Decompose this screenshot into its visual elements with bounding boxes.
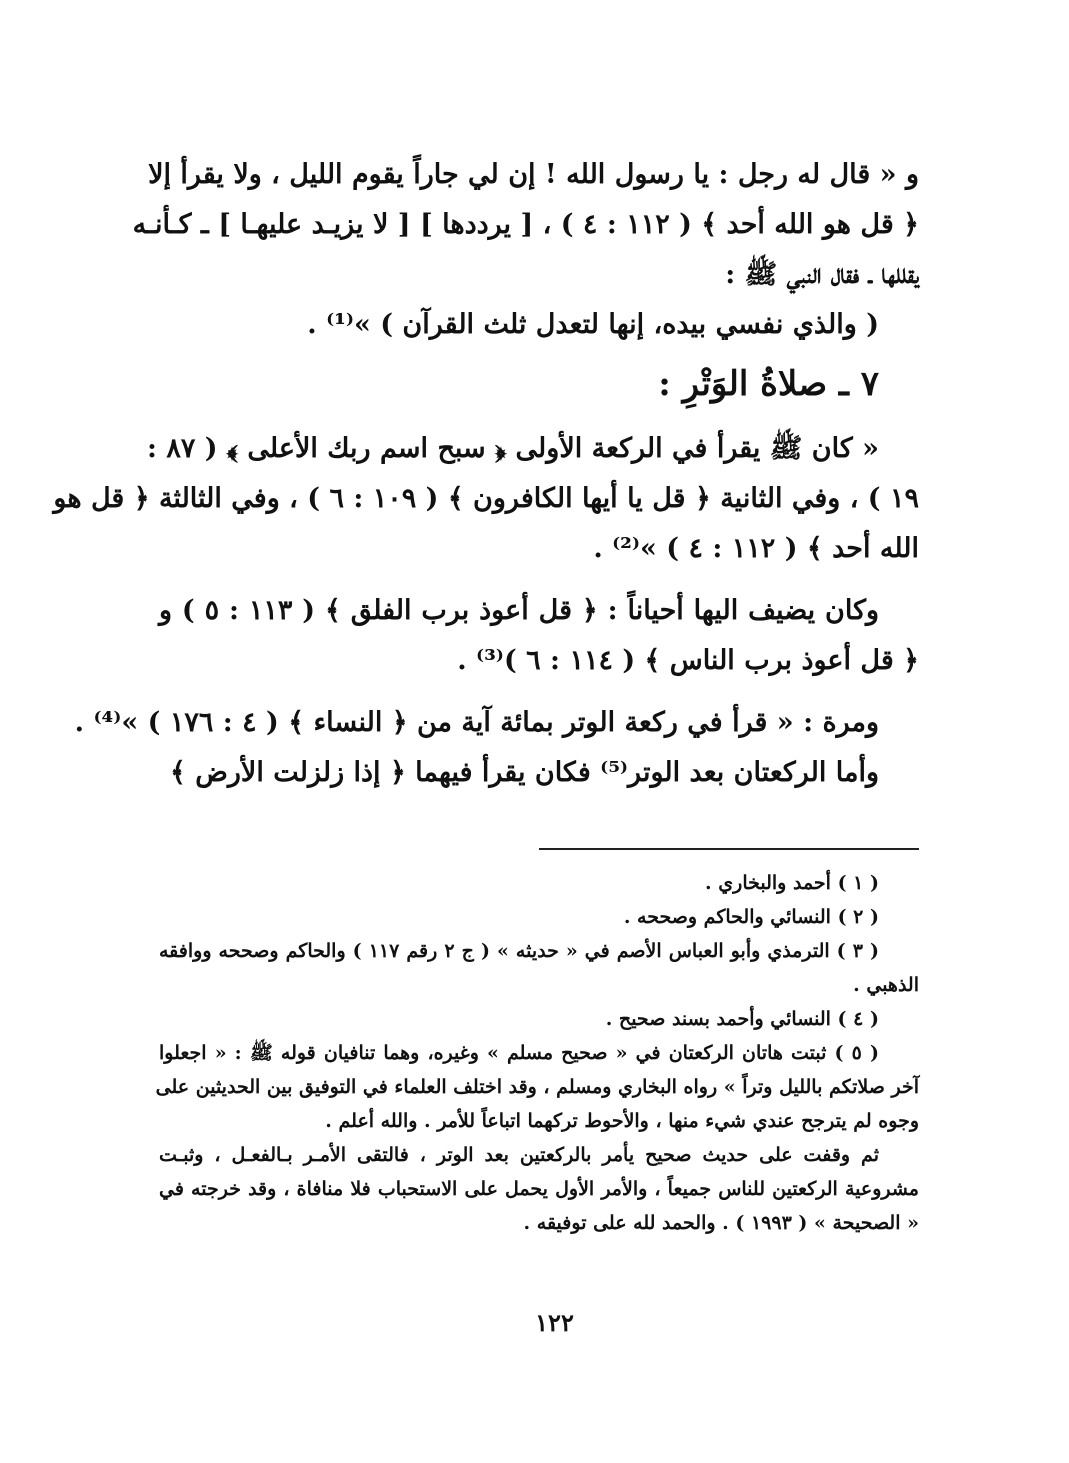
- footnote-5-addendum-cont: مشروعية الركعتين للناس جميعاً ، والأمر الأول يحمل على الاستحباب فلا منافاة ، وقد خرجته في: [159, 1178, 919, 1200]
- text-line: ١٩ ) ، وفي الثانية ﴿ قل يا أيها الكافرون ﴾ ( ١٠٩ : ٦ ) ، وفي الثالثة ﴿ قل هو: [53, 483, 919, 514]
- text-line: « كان ﷺ يقرأ في الركعة الأولى ﴿ سبح اسم ربك الأعلى ﴾ ( ٨٧ :: [146, 433, 879, 464]
- text-line: يقللها ـ فقال النبي ﷺ :: [725, 259, 919, 290]
- text-line: ( والذي نفسي بيده، إنها لتعدل ثلث القرآن ) »⁽¹⁾ .: [307, 309, 879, 340]
- footnote-5-addendum: ثم وقفت على حديث صحيح يأمر بالركعتين بعد الوتر ، فالتقى الأمـر بـالفعـل ، وثبـت: [159, 1144, 879, 1166]
- footnote-5-cont: وجوه لم يترجح عندي شيء منها ، والأحوط تركهما اتباعاً للأمر . والله أعلم .: [325, 1110, 919, 1132]
- text-line: الله أحد ﴾ ( ١١٢ : ٤ ) »⁽²⁾ .: [593, 533, 919, 564]
- paragraph-2: [53, 424, 919, 574]
- footnote-4: ( ٤ ) النسائي وأحمد بسند صحيح .: [605, 1008, 879, 1030]
- footnote-divider: [539, 848, 919, 850]
- footnote-2: ( ٢ ) النسائي والحاكم وصححه .: [623, 906, 879, 928]
- footnote-3: ( ٣ ) الترمذي وأبو العباس الأصم في « حديثه » ( ج ٢ رقم ١١٧ ) والحاكم وصححه ووافقه: [159, 940, 879, 962]
- footnote-1: ( ١ ) أحمد والبخاري .: [705, 872, 879, 894]
- text-line: و « قال له رجل : يا رسول الله ! إن لي جاراً يقوم الليل ، ولا يقرأ إلا: [148, 159, 919, 190]
- footnotes: [155, 866, 919, 1240]
- paragraph-4: ومرة : « قرأ في ركعة الوتر بمائة آية من ﴿ النساء ﴾ ( ٤ : ١٧٦ ) »⁽⁴⁾ .: [74, 707, 879, 738]
- paragraph-1: [132, 150, 919, 350]
- footnote-5-cont: آخر صلاتكم بالليل وتراً » رواه البخاري ومسلم ، وقد اختلف العلماء في التوفيق بين الحديثين على: [155, 1076, 919, 1098]
- section-heading: ٧ ـ صلاةُ الوَتْرِ :: [658, 364, 879, 404]
- paragraph-3: [159, 586, 919, 686]
- footnote-5-addendum-cont: « الصحيحة » ( ١٩٩٣ ) . والحمد لله على توفيقه .: [523, 1212, 919, 1234]
- paragraph-5: وأما الركعتان بعد الوتر⁽⁵⁾ فكان يقرأ فيهما ﴿ إذا زلزلت الأرض ﴾: [170, 757, 879, 788]
- footnote-3-cont: الذهبي .: [853, 974, 919, 996]
- main-text: [53, 150, 919, 798]
- footnote-5: ( ٥ ) ثبتت هاتان الركعتان في « صحيح مسلم » وغيره، وهما تنافيان قوله ﷺ : « اجعلوا: [159, 1042, 879, 1064]
- page-number: ١٢٢: [535, 1308, 574, 1337]
- text-line: وكان يضيف اليها أحياناً : ﴿ قل أعوذ برب الفلق ﴾ ( ١١٣ : ٥ ) و: [159, 595, 879, 626]
- text-line: ﴿ قل أعوذ برب الناس ﴾ ( ١١٤ : ٦ )⁽³⁾ .: [457, 645, 919, 676]
- text-line: ﴿ قل هو الله أحد ﴾ ( ١١٢ : ٤ ) ، [ يرددها ] [ لا يزيـد عليهـا ] ـ كـأنـه: [132, 209, 919, 240]
